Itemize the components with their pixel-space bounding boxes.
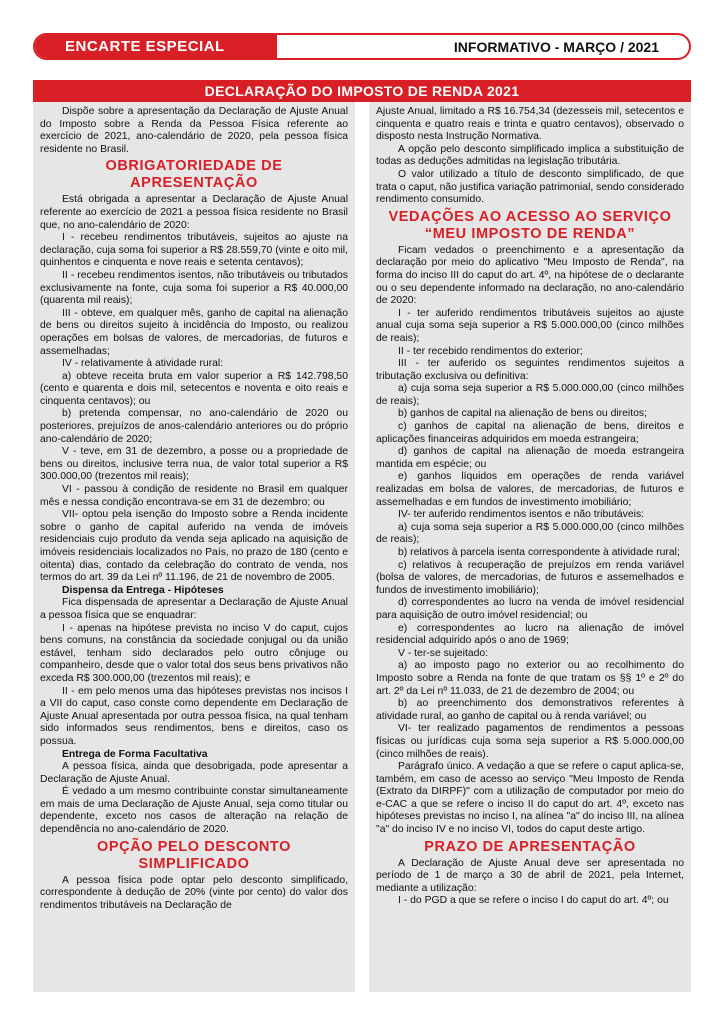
paragraph: c) relativos à recuperação de prejuízos em renda variável (bolsa de valores, de mercadorias, de futuros e assemelhados e fundos de investimento imobiliário);	[376, 559, 684, 596]
paragraph: a) ao imposto pago no exterior ou ao recolhimento do Imposto sobre a Renda na fonte de que tratam os §§ 1º e 2º do art. 2º da Lei nº 11.033, de 21 de dezembro de 2004; ou	[376, 660, 684, 697]
paragraph: A pessoa física pode optar pelo desconto simplificado, correspondente à dedução de 20% (vinte por cento) do valor dos rendimentos tributáveis na Declaração de	[40, 874, 348, 911]
left-column	[33, 102, 355, 992]
header-left-label: ENCARTE ESPECIAL	[35, 35, 277, 58]
paragraph: É vedado a um mesmo contribuinte constar simultaneamente em mais de uma Declaração de Ajuste Anual, seja como titular ou dependente, exceto nos casos de alteração na relação de dependência no ano-calendário de 2020.	[40, 786, 348, 836]
paragraph: III - ter auferido os seguintes rendimentos sujeitos a tributação exclusiva ou definitiva:	[376, 358, 684, 382]
paragraph: I - ter auferido rendimentos tributáveis sujeitos ao ajuste anual cuja soma seja superior a R$ 5.000.000,00 (cinco milhões de reais);	[376, 307, 684, 344]
paragraph: II - ter recebido rendimentos do exterior;	[398, 345, 583, 357]
paragraph: A pessoa física, ainda que desobrigada, pode apresentar a Declaração de Ajuste Anual.	[40, 761, 348, 785]
paragraph: e) ganhos líquidos em operações de renda variável realizadas em bolsa de valores, de mercadorias, de futuros e assemelhadas e em fundos de investimento imobiliário;	[376, 471, 684, 508]
paragraph: Fica dispensada de apresentar a Declaração de Ajuste Anual a pessoa física que se enquadrar:	[40, 597, 348, 621]
paragraph: III - obteve, em qualquer mês, ganho de capital na alienação de bens ou direitos sujeito à incidência do Imposto, ou realizou operações em bolsas de valores, de mercadorias, de futuros e assemelhadas;	[40, 307, 348, 357]
paragraph: d) ganhos de capital na alienação de moeda estrangeira mantida em espécie; ou	[376, 446, 684, 470]
paragraph: V - teve, em 31 de dezembro, a posse ou a propriedade de bens ou direitos, inclusive terra nua, de valor total superior a R$ 300.000,00 (trezentos mil reais);	[40, 446, 348, 483]
paragraph: I - recebeu rendimentos tributáveis, sujeitos ao ajuste na declaração, cuja soma foi superior a R$ 28.559,70 (vinte e oito mil, quinhentos e cinquenta e nove reais e setenta centavos);	[40, 232, 348, 269]
paragraph: Ajuste Anual, limitado a R$ 16.754,34 (dezesseis mil, setecentos e cinquenta e quatro reais e trinta e quatro centavos), observado o disposto nesta Instrução Normativa.	[376, 106, 684, 143]
section-heading-obrigatoriedade: OBRIGATORIEDADE DE APRESENTAÇÃO	[105, 158, 283, 192]
paragraph: Parágrafo único. A vedação a que se refere o caput aplica-se, também, em caso de acesso ao serviço "Meu Imposto de Renda (Extrato da DIRPF)" com a utilização de computador por meio do e-CAC a que se refere o inciso II do caput do art. 4º, exceto nas hipóteses previstas no inciso I, na alínea "a" do inciso III, na alínea "a" do inciso IV e no inciso VI, todos do caput deste artigo.	[376, 761, 684, 836]
paragraph: II - em pelo menos uma das hipóteses previstas nos incisos I a VII do caput, caso conste como dependente em Declaração de Ajuste Anual apresentada por outra pessoa física, na qual tenham sido informados seus rendimentos, bens e direitos, caso os possua.	[40, 685, 348, 747]
paragraph: II - recebeu rendimentos isentos, não tributáveis ou tributados exclusivamente na fonte, cuja soma foi superior a R$ 40.000,00 (quarenta mil reais);	[40, 269, 348, 307]
paragraph: b) pretenda compensar, no ano-calendário de 2020 ou posteriores, prejuízos de anos-calendário anteriores ou do próprio ano-calendário de 2020;	[40, 408, 348, 445]
section-heading-opcao: OPÇÃO PELO DESCONTO SIMPLIFICADO	[96, 838, 292, 872]
paragraph: a) cuja soma seja superior a R$ 5.000.000,00 (cinco milhões de reais);	[376, 521, 684, 546]
paragraph: c) ganhos de capital na alienação de bens, direitos e aplicações financeiras adquiridos em moeda estrangeira;	[376, 421, 684, 445]
paragraph: VII- optou pela isenção do Imposto sobre a Renda incidente sobre o ganho de capital auferido na venda de imóveis residenciais cujo produto da venda seja aplicado na aquisição de imóveis residenciais localizados no País, no prazo de 180 (cento e oitenta) dias, contado da celebração do contrato de venda, nos termos do art. 39 da Lei nº 11.196, de 21 de novembro de 2005.	[40, 509, 348, 584]
paragraph: a) obteve receita bruta em valor superior a R$ 142.798,50 (cento e quarenta e dois mil, setecentos e noventa e oito reais e cinquenta centavos); ou	[40, 370, 348, 407]
header-right-label: INFORMATIVO - MARÇO / 2021	[453, 38, 659, 55]
section-heading-prazo: PRAZO DE APRESENTAÇÃO	[424, 838, 636, 855]
paragraph: b) ao preenchimento dos demonstrativos referentes à atividade rural, ao ganho de capital ou à renda variável; ou	[376, 698, 684, 722]
paragraph: e) correspondentes ao lucro na alienação de imóvel residencial adquirido após o ano de 1969;	[376, 622, 684, 647]
paragraph: VI - passou à condição de residente no Brasil em qualquer mês e nessa condição encontrava-se em 31 de dezembro; ou	[40, 484, 348, 508]
subheading-dispensa: Dispensa da Entrega - Hipóteses	[62, 584, 224, 596]
right-column	[369, 102, 691, 992]
paragraph: Está obrigada a apresentar a Declaração de Ajuste Anual referente ao exercício de 2021 a pessoa física residente no Brasil que, no ano-calendário de 2020:	[40, 194, 348, 231]
paragraph: Dispõe sobre a apresentação da Declaração de Ajuste Anual do Imposto sobre a Renda da Pessoa Física referente ao exercício de 2021, ano-calendário de 2020, pela pessoa física residente no Brasil.	[40, 106, 348, 155]
paragraph: IV - relativamente à atividade rural:	[62, 358, 224, 370]
paragraph: I - apenas na hipótese prevista no inciso V do caput, cujos bens comuns, na constância da sociedade conjugal ou da união estável, tenham sido declarados pelo outro cônjuge ou companheiro, desde que o valor total dos seus bens privativos não exceda R$ 300.000,00 (trezentos mil reais); e	[40, 622, 348, 684]
subheading-entrega: Entrega de Forma Facultativa	[62, 748, 208, 760]
header-bar	[33, 33, 691, 60]
paragraph: b) relativos à parcela isenta correspondente à atividade rural;	[398, 547, 680, 558]
section-heading-vedacoes: VEDAÇÕES AO ACESSO AO SERVIÇO “MEU IMPOSTO DE RENDA”	[388, 208, 672, 242]
paragraph: b) ganhos de capital na alienação de bens ou direitos;	[398, 408, 647, 420]
paragraph: d) correspondentes ao lucro na venda de imóvel residencial para aquisição de outro imóvel residencial; ou	[376, 597, 684, 621]
paragraph: a) cuja soma seja superior a R$ 5.000.000,00 (cinco milhões de reais);	[376, 383, 684, 407]
paragraph: A Declaração de Ajuste Anual deve ser apresentada no período de 1 de março a 30 de abril de 2021, pela Internet, mediante a utilização:	[376, 857, 684, 894]
paragraph: Ficam vedados o preenchimento e a apresentação da declaração por meio do aplicativo "Meu Imposto de Renda", na forma do inciso III do caput do art. 4º, na hipótese de o declarante ou o seu dependente informado na declaração, no ano-calendário de 2020:	[376, 244, 684, 307]
paragraph: IV- ter auferido rendimentos isentos e não tributáveis:	[398, 509, 645, 521]
paragraph: O valor utilizado a título de desconto simplificado, de que trata o caput, não justifica variação patrimonial, sendo considerado rendimento consumido.	[376, 168, 684, 206]
page-title: DECLARAÇÃO DO IMPOSTO DE RENDA 2021	[33, 80, 691, 102]
paragraph: VI- ter realizado pagamentos de rendimentos a pessoas físicas ou jurídicas cuja soma seja superior a R$ 5.000.000,00 (cinco milhões de reais).	[376, 723, 684, 760]
paragraph: I - do PGD a que se refere o inciso I do caput do art. 4º; ou	[398, 895, 669, 907]
paragraph: A opção pelo desconto simplificado implica a substituição de todas as deduções admitidas na legislação tributária.	[376, 143, 684, 168]
paragraph: V - ter-se sujeitado:	[398, 647, 489, 659]
